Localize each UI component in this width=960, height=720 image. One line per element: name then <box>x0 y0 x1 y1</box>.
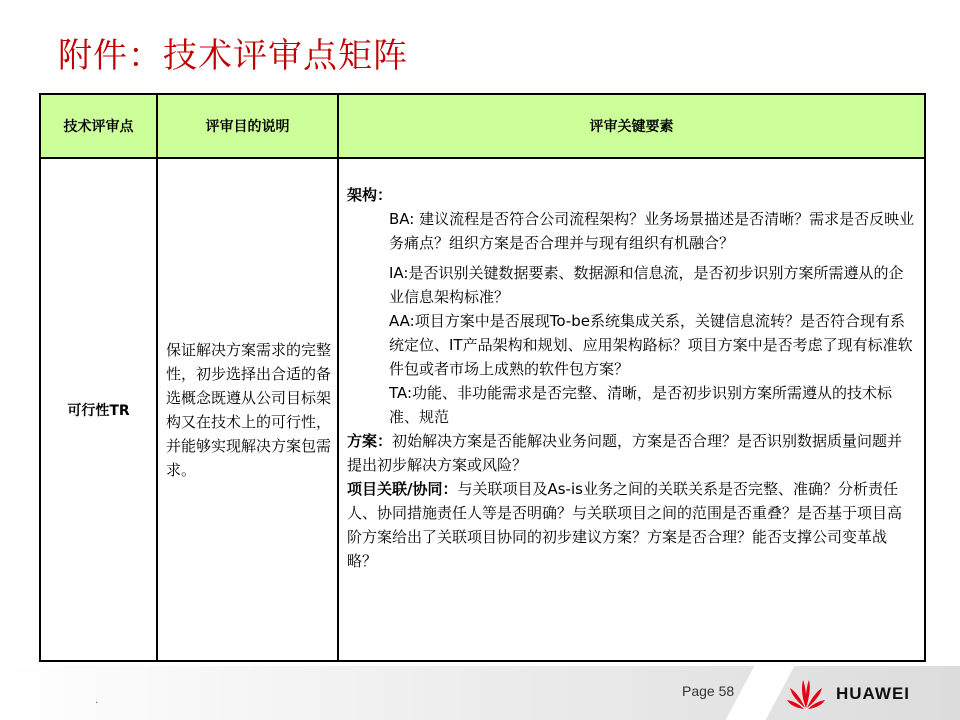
huawei-logo-icon <box>786 676 826 710</box>
header-key-elements: 评审关键要素 <box>338 94 925 158</box>
review-matrix-table <box>39 93 926 662</box>
ba-item: BA: 建议流程是否符合公司流程架构？业务场景描述是否清晰？需求是否反映业务痛点？组织方案是否合理并与现有组织有机融合？ <box>389 210 915 252</box>
footer-stripe <box>726 666 795 720</box>
solution-text: 初始解决方案是否能解决业务问题，方案是否合理？是否识别数据质量问题并提出初步解决方案或风险？ <box>347 432 903 474</box>
solution-label: 方案： <box>347 432 393 450</box>
slide-title: 附件：技术评审点矩阵 <box>58 36 408 76</box>
header-purpose: 评审目的说明 <box>157 94 338 158</box>
huawei-wordmark: HUAWEI <box>836 684 910 703</box>
purpose-cell: 保证解决方案需求的完整性，初步选择出合适的备选概念既遵从公司目标架构又在技术上的可行性，并能够实现解决方案包需求。 <box>157 158 338 661</box>
aa-item: AA:项目方案中是否展现To-be系统集成关系，关键信息流转？是否符合现有系统定位、IT产品架构和规划、应用架构路标？项目方案中是否考虑了现有标准软件包或者市场上成熟的软件包方案？ <box>389 312 913 378</box>
ta-item: TA:功能、非功能需求是否完整、清晰，是否初步识别方案所需遵从的技术标准、规范 <box>389 384 893 426</box>
review-point-cell: 可行性TR <box>40 158 157 661</box>
ia-item: IA:是否识别关键数据要素、数据源和信息流，是否初步识别方案所需遵从的企业信息架构标准？ <box>389 264 904 306</box>
architecture-label: 架构： <box>347 186 393 204</box>
page-number: Page 58 <box>682 683 735 699</box>
solution-item <box>347 429 916 477</box>
related-project-item <box>347 477 916 573</box>
key-elements-cell <box>338 158 925 661</box>
header-review-point: 技术评审点 <box>40 94 157 158</box>
table-header-row <box>40 94 925 158</box>
related-project-text: 与关联项目及As-is业务之间的关联关系是否完整、准确？分析责任人、协同措施责任人等是否明确？与关联项目之间的范围是否重叠？是否基于项目高阶方案给出了关联项目协同的初步建议方案？方案是否合理？能否支撑公司变革战略？ <box>347 480 903 570</box>
footer-dot: . <box>95 695 99 706</box>
related-project-label: 项目关联/协同： <box>347 480 458 498</box>
table-row <box>40 158 925 661</box>
